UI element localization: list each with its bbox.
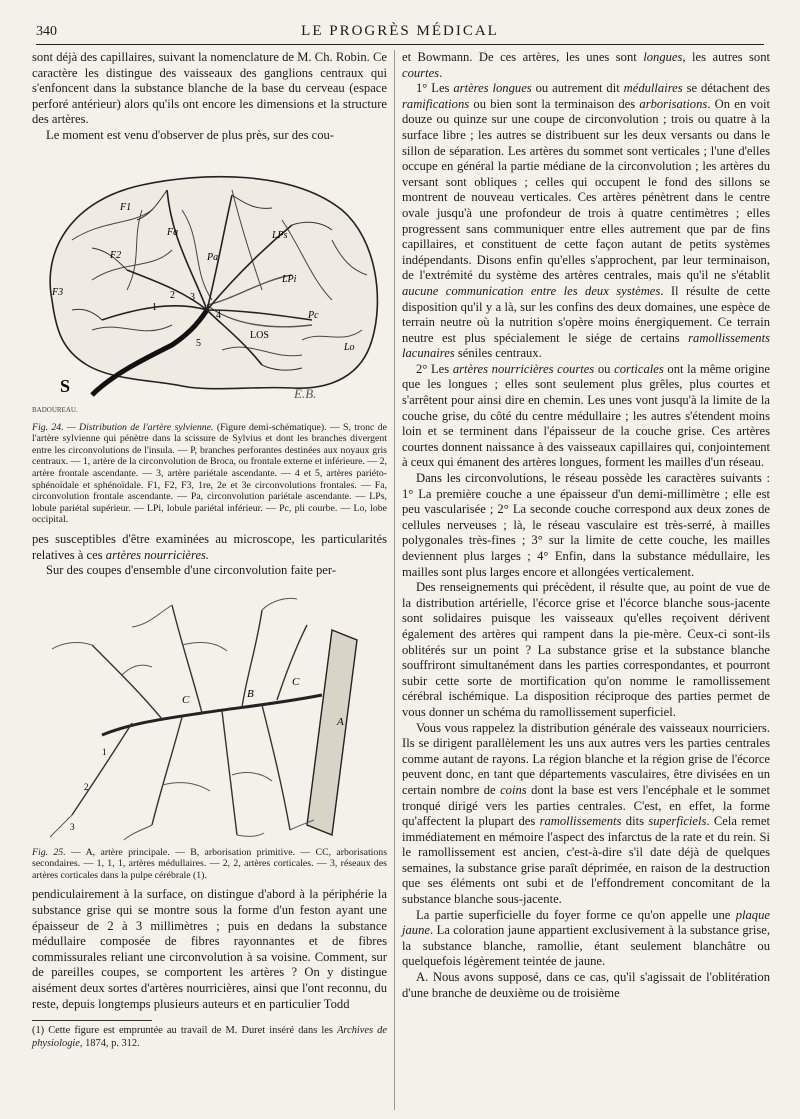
paragraph: A. Nous avons supposé, dans ce cas, qu'il s'agissait de l'oblitération d'une branche de deuxième ou de troisième (402, 970, 770, 1000)
paragraph: La partie superficielle du foyer forme ce qu'on appelle une plaque jaune. La coloration jaune appartient exclusivement à la substance grise, la substance blanche, ramollie, étant seulement blanchâtre ou quelquefois légèrement teintée de jaune. (402, 907, 770, 969)
label-s: S (60, 375, 71, 396)
label-4: 4 (216, 309, 221, 321)
artery-illustration (32, 585, 387, 845)
paragraph: Sur des coupes d'ensemble d'une circonvolution faite per- (46, 563, 337, 578)
paragraph: sont déjà des capillaires, suivant la nomenclature de M. Ch. Robin. Ce caractère les distingue des vaisseaux des ganglions centraux qui s'enfoncent dans la substance blanche de la base du cerveau (espace perforé antérieur) alors qu'ils ont encore les dimensions et la structure des artères. (32, 50, 387, 127)
label-2: 2 (170, 289, 175, 301)
label-c-left: C (182, 693, 190, 706)
label-f1: F1 (120, 201, 132, 213)
paragraph: pendiculairement à la surface, on distingue d'abord à la périphérie la substance grise qui se montre sous la forme d'un feston ayant une épaisseur de 2 à 3 millimètres ; puis en dedans la substance médullaire composée de fibres rayonnantes et de fibres commissurales reliant une circonvolution à sa voisine. Comment, sur de pareilles coupes, se comportent les artères ? On y distingue aisément deux sortes d'artères nourricières, ainsi que l'ont reconnu, du reste, depuis longtemps plusieurs auteurs et en particulier Todd (32, 887, 387, 1011)
caption-text: (Figure demi-schématique). — S, tronc de l'artère sylvienne qui pénètre dans la scissure de Sylvius et dont les branches divergent entre les circonvolutions de l'insula. — P, branches perforantes destinées aux noyaux gris centraux. — 1, artère de la circonvolution de Broca, ou frontale externe et inférieure. — 2, artère frontale ascendante. — 3, artère pariétale ascendante. — 4 et 5, artères pariéto-sphénoïdale et sphénoïdale. F1, F2, F3, 1re, 2e et 3e circonvolutions frontales. — Fa, circonvolution frontale ascendante. — Pa, circonvolution pariétale ascendante. — LPs, lobule pariétal supérieur. — LPi, lobule pariétal inférieur. — Pc, pli courbe. — Lo, lobe occipital. (32, 421, 387, 526)
paragraph: Dans les circonvolutions, le réseau possède les caractères suivants : 1° La première couche a une épaisseur d'un demi-millimètre ; elle est peu vascularisée ; 2° La seconde couche correspond aux deux zones de cellules nerveuses ; là, le réseau vasculaire est très-serré, à mailles polygonales très-fines ; 3° sur la limite de cette couche, les mailles deviennent plus larges ; 4° Enfin, dans la substance médullaire, les mailles sont plus larges encore et allongées verticalement. (402, 471, 770, 579)
running-title: LE PROGRÈS MÉDICAL (301, 23, 499, 39)
page-number: 340 (36, 24, 57, 39)
caption-lead: Fig. 25. (32, 846, 66, 858)
column-separator (394, 50, 395, 1110)
label-pc: Pc (308, 309, 319, 321)
paragraph: 1° Les artères longues ou autrement dit médullaires se détachent des ramifications ou bien sont la terminaison des arborisations. On en voit douze ou quinze sur une coupe de circonvolution ; trois ou quatre à la surface libre ; les autres se distribuent sur les deux versants ou dans le sillon de séparation. Les artères du sommet sont verticales ; l'une d'elles occupe en général la partie médiane de la circonvolution ; les artères du versant sont obliques ; celles qui occupent le fond des sillons se montrent de nouveau verticales. Ces artères pénètrent dans le centre ovale jusqu'à une profondeur de trois à quatre centimètres ; elles progressent sans communiquer entre elles autrement que par de fins capillaires, et constituent de cette façon autant de petits systèmes indépendants. Disons enfin qu'elles s'approchent, par leur terminaison, de l'extrémité du système des artères centrales, mais qu'il ne s'établit aucune communication entre les deux systèmes. Il résulte de cette disposition qu'il y a là, sur les confins des deux domaines, une espèce de terrain neutre où la nutrition s'opère moins énergiquement. Ce terrain neutre est plus spécialement le siége de certains ramollissements lacunaires séniles centraux. (402, 81, 770, 361)
paragraph: pes susceptibles d'être examinées au microscope, les particularités relatives à ces artères nourricières. (32, 531, 387, 562)
label-lps: LPs (272, 229, 288, 241)
label-2: 2 (84, 781, 89, 792)
caption-lead: Fig. 24. — Distribution de l'artère sylvienne. (32, 421, 214, 433)
figure-24-caption (32, 422, 387, 526)
figure-25 (32, 585, 387, 882)
label-a: A (337, 715, 344, 728)
label-fa: Fa (167, 226, 179, 238)
label-1: 1 (152, 301, 157, 313)
label-3: 3 (190, 291, 195, 303)
paragraph: et Bowmann. De ces artères, les unes sont longues, les autres sont courtes. (402, 50, 771, 80)
label-1: 1 (102, 746, 107, 757)
footnote: (1) Cette figure est empruntée au travail de M. Duret inséré dans les Archives de physiologie, 1874, p. 312. (32, 1025, 387, 1049)
label-5: 5 (196, 337, 201, 349)
paragraph: Des renseignements qui précèdent, il résulte que, au point de vue de la distribution artérielle, l'écorce grise et l'écorce blanche sous-jacente sont solidaires puisque les vaisseaux qu'elles reçoivent dérivent également des artères qui rampent dans la pie-mère. Ceux-ci sont-ils oblitérés sur un point ? La substance grise et la substance blanche souffriront simultanément dans les parties correspondantes, et pourront subir cette sorte de mortification qu'on nomme le ramollissement cérébral ischémique. La disposition réciproque des parties permet de vous donner un schéma du ramollissement superficiel. (402, 580, 770, 719)
label-3: 3 (70, 821, 75, 832)
label-f3: F3 (52, 286, 64, 298)
label-lo: Lo (344, 341, 355, 353)
figure-25-caption (32, 847, 387, 882)
right-column (402, 50, 770, 1110)
label-lpi: LPi (282, 273, 297, 285)
engraver-credit: BADOUREAU. (32, 405, 78, 414)
label-f2: F2 (110, 249, 122, 261)
paragraph: Vous vous rappelez la distribution générale des vaisseaux nourriciers. Ils se dirigent parallèlement les uns aux autres vers les parties centrales comme autant de rayons. La région blanche et la région grise de l'écorce peuvent donc, en tant que départements vasculaires, être divisées en un certain nombre de coins dont la base est vers l'encéphale et le sommet tronqué dirigé vers les parties centrales. C'est, en effet, la forme qu'affectent la plupart des ramollissements dits superficiels. Cela remet immédiatement en mémoire l'aspect des infarctus de la rate et du rein. Si le ramollissement est ancien, c'est-à-dire s'il date déjà de quelques semaines, la substance grise paraît déprimée, en raison de la destruction que ses éléments ont subi et de l'effondrement concomitant de la substance blanche sous-jacente. (402, 720, 771, 907)
caption-text: — A, artère principale. — B, arborisation primitive. — CC, arborisations secondaires. — 1, 1, 1, artères médullaires. — 2, 2, artères corticales. — 3, réseaux des artères corticales dans la pulpe cérébrale (1). (32, 846, 388, 881)
label-los: LOS (250, 329, 269, 341)
footnote-divider (32, 1020, 152, 1021)
brain-illustration (32, 150, 387, 420)
label-c-right: C (292, 675, 300, 688)
page-header (36, 22, 764, 45)
left-column (32, 50, 387, 1050)
paragraph: 2° Les artères nourricières courtes ou corticales ont la même origine que les longues ; elles sont seulement plus grêles, plus courtes et s'arrêtent pour ainsi dire en chemin. Les unes vont jusqu'à la limite de la couche grise, du côté du centre médullaire ; les autres s'étendent moins loin et se terminent dans l'épaisseur de la couche grise. Ces artères courtes donnent naissance à des vaisseaux capillaires qui, conjointement à ceux qui émanent des artères longues, forment les mailles d'un réseau. (402, 361, 770, 470)
figure-24 (32, 150, 387, 526)
label-b: B (247, 687, 254, 700)
label-pa: Pa (207, 251, 219, 263)
paragraph: Le moment est venu d'observer de plus près, sur des cou- (46, 127, 335, 142)
artist-signature: E.B. (294, 385, 317, 401)
